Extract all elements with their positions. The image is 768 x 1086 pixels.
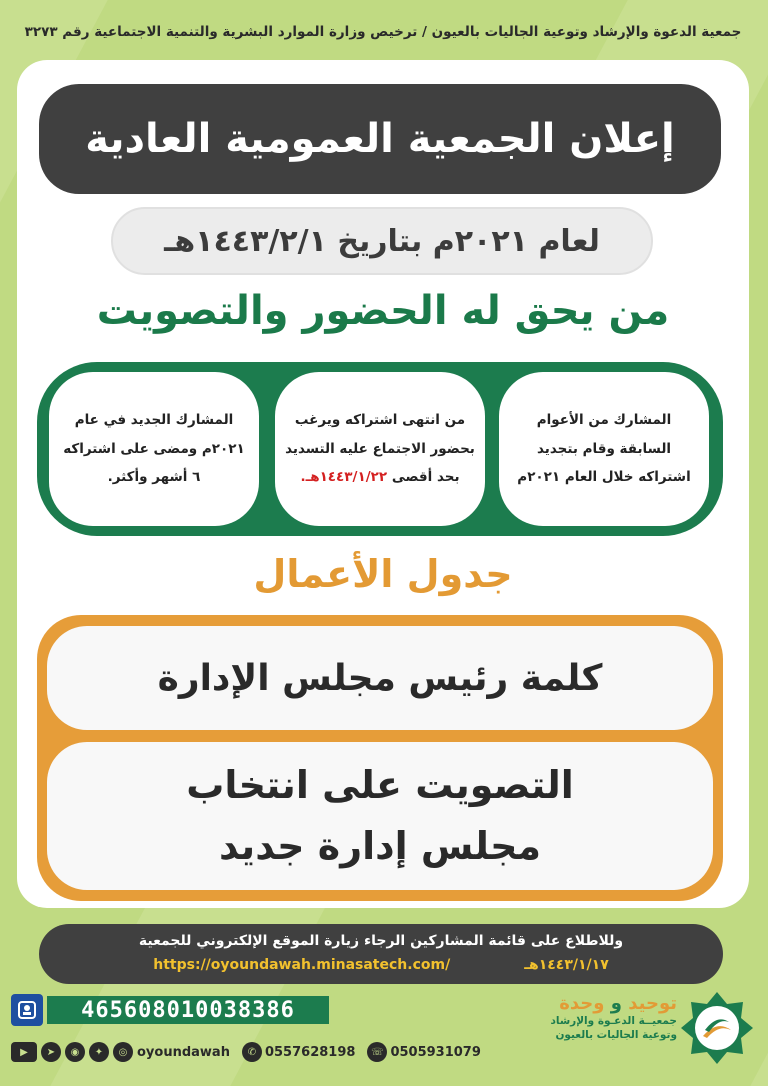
eligibility-item [50,372,260,526]
bank-logo-icon [12,994,44,1026]
license-note: جمعية الدعوة والإرشاد وتوعية الجاليات بالعيون / ترخيص وزارة الموارد البشرية والتنمية الاجتماعية رقم ٣٢٧٣ [25,24,743,40]
agenda-heading: جدول الأعمال [254,552,514,596]
bank-account [12,994,330,1026]
phone-number: 0505931079 [391,1044,482,1060]
social-contacts [12,1040,482,1064]
whatsapp-icon[interactable]: ✆ [243,1042,263,1062]
org-logo-icon [680,990,756,1066]
org-brand: توحيد و وحدة [560,993,678,1014]
info-bar [40,924,724,984]
agenda-text: التصويت على انتخاب [187,763,575,808]
eligibility-text: المشارك من الأعوام السابقة وقام بتجديد اشتراكه خلال العام ٢٠٢١م [518,412,692,486]
agenda-item [48,742,714,890]
eligibility-item [276,372,486,526]
phone-number: 0557628198 [265,1044,357,1060]
social-handle: oyoundawah [138,1044,231,1060]
instagram-icon[interactable]: ◎ [114,1042,134,1062]
agenda-item [48,626,714,730]
snapchat-icon[interactable]: ◉ [66,1042,86,1062]
eligibility-item [500,372,710,526]
agenda-text: كلمة رئيس مجلس الإدارة [158,657,604,699]
eligibility-heading: من يحق له الحضور والتصويت [97,288,671,334]
account-number: 465608010038386 [48,996,330,1024]
info-date: ١٤٤٣/١/١٧هـ [525,957,610,973]
twitter-icon[interactable]: ✦ [90,1042,110,1062]
info-text: وللاطلاع على قائمة المشاركين الرجاء زيارة الموقع الإلكتروني للجمعية [139,933,625,950]
org-line: وتوعية الجاليات بالعيون [556,1029,678,1042]
org-name [548,994,678,1066]
eligibility-text: المشارك الجديد في عام ٢٠٢١م ومضى على اشتراكه ٦ أشهر وأكثر. [64,412,246,486]
phone-icon[interactable]: ☏ [368,1042,388,1062]
deadline-date: ١٤٤٣/١/٢٢هـ. [301,469,389,486]
date-line: لعام ٢٠٢١م بتاريخ ١٤٤٣/٢/١هـ [112,207,654,275]
telegram-icon[interactable]: ➤ [42,1042,62,1062]
page-title: إعلان الجمعية العمومية العادية [40,84,722,194]
org-line: جمعيــة الدعـوة والإرشاد [551,1014,678,1027]
website-link[interactable]: https://oyoundawah.minasatech.com/ [154,957,452,973]
youtube-icon[interactable]: ▶ [12,1042,38,1062]
agenda-text: مجلس إدارة جديد [219,824,543,868]
eligibility-text: من انتهى اشتراكه ويرغب بحضور الاجتماع عليه التسديد بحد أقصى ١٤٤٣/١/٢٢هـ. [286,412,476,486]
